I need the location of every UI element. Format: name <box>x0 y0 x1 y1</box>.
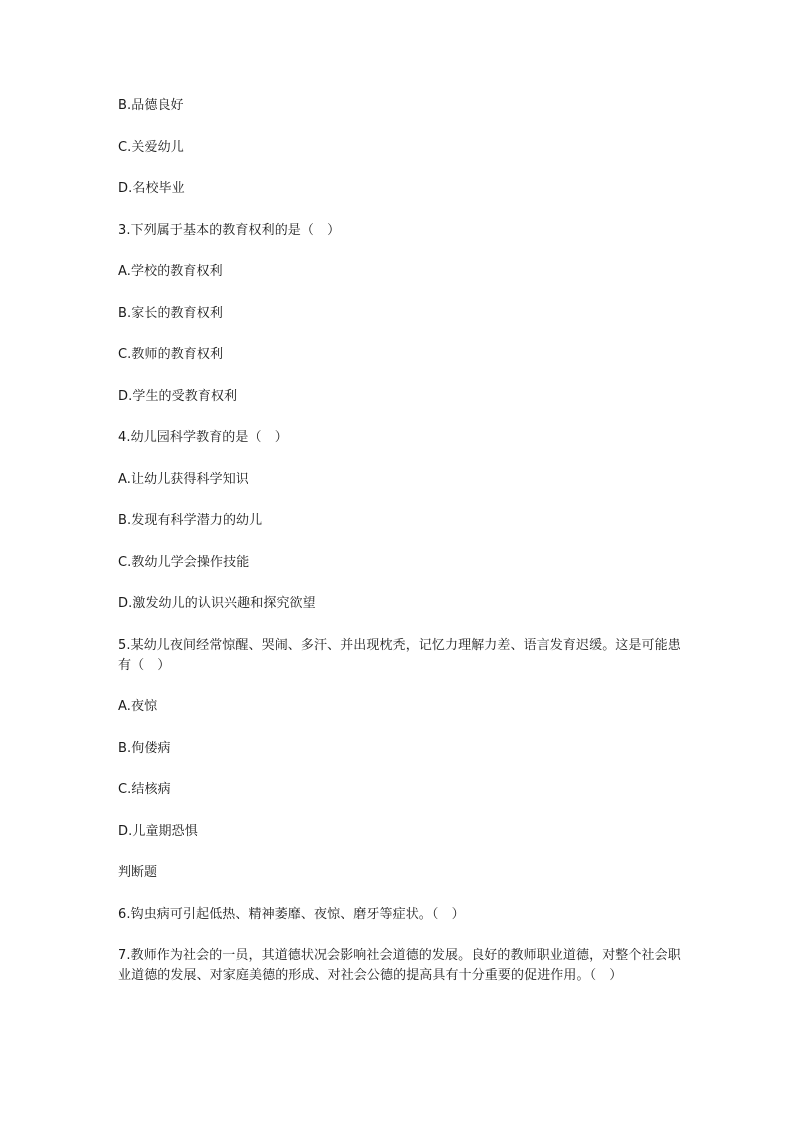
option-5c: C.结核病 <box>118 782 171 797</box>
option-3b: B.家长的教育权利 <box>118 305 223 321</box>
option-2c: C.关爱幼儿 <box>118 139 184 155</box>
question-4: 4.幼儿园科学教育的是（ ） <box>118 430 288 445</box>
option-3a: A.学校的教育权利 <box>118 264 223 279</box>
question-5: 5.某幼儿夜间经常惊醒、哭闹、多汗、并出现枕秃，记忆力理解力差、语言发育迟缓。这是可能患有（ ） <box>118 637 681 673</box>
option-3d: D.学生的受教育权利 <box>118 388 238 404</box>
option-4d: D.激发幼儿的认识兴趣和探究欲望 <box>118 596 316 611</box>
option-5a: A.夜惊 <box>118 699 158 714</box>
option-5b: B.佝偻病 <box>118 740 171 756</box>
option-2b: B.品德良好 <box>118 98 184 113</box>
option-4a: A.让幼儿获得科学知识 <box>118 471 249 487</box>
section-heading-true-false: 判断题 <box>118 865 158 880</box>
option-3c: C.教师的教育权利 <box>118 347 224 362</box>
question-3: 3.下列属于基本的教育权利的是（ ） <box>118 222 341 238</box>
question-6: 6.钩虫病可引起低热、精神萎靡、夜惊、磨牙等症状。（ ） <box>118 906 465 922</box>
question-7: 7.教师作为社会的一员，其道德状况会影响社会道德的发展。良好的教师职业道德，对整个社会职业道德的发展、对家庭美德的形成、对社会公德的提高具有十分重要的促进作用。（ ） <box>118 948 681 983</box>
option-5d: D.儿童期恐惧 <box>118 823 198 839</box>
option-4c: C.教幼儿学会操作技能 <box>118 554 250 570</box>
option-4b: B.发现有科学潜力的幼儿 <box>118 513 263 528</box>
option-2d: D.名校毕业 <box>118 181 185 196</box>
document-body <box>118 96 688 1008</box>
